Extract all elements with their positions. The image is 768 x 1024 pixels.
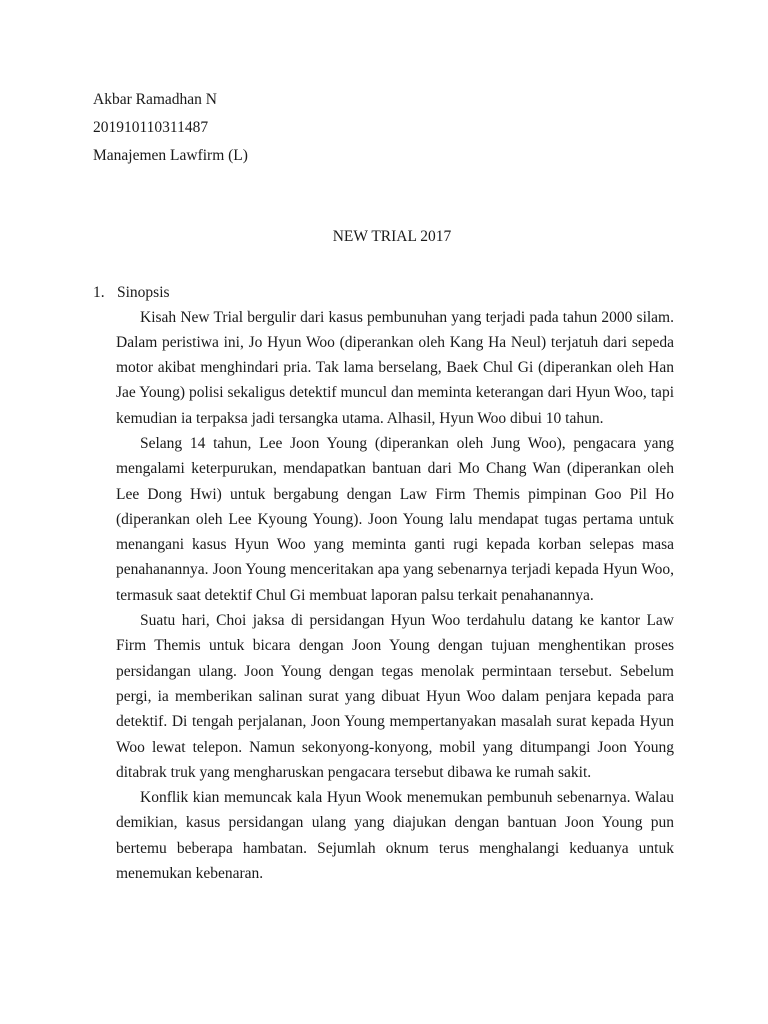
document-title: NEW TRIAL 2017 xyxy=(332,228,452,245)
paragraph: Selang 14 tahun, Lee Joon Young (diperankan oleh Jung Woo), pengacara yang mengalami keterpurukan, mendapatkan bantuan dari Mo Chang Wan (diperankan oleh Lee Dong Hwi) untuk bergabung dengan Law Firm Themis pimpinan Goo Pil Ho (diperankan oleh Lee Kyoung Young). Joon Young lalu mendapat tugas pertama untuk menangani kasus Hyun Woo yang meminta ganti rugi kepada korban selepas masa penahanannya. Joon Young menceritakan apa yang sebenarnya terjadi kepada Hyun Woo, termasuk saat detektif Chul Gi membuat laporan palsu terkait penahanannya. xyxy=(116,434,674,604)
section-heading xyxy=(93,280,170,305)
paragraph: Kisah New Trial bergulir dari kasus pembunuhan yang terjadi pada tahun 2000 silam. Dalam peristiwa ini, Jo Hyun Woo (diperankan oleh Kang Ha Neul) terjatuh dari sepeda motor akibat menghindari pria. Tak lama berselang, Baek Chul Gi (diperankan oleh Han Jae Young) polisi sekaligus detektif muncul dan meminta keterangan dari Hyun Woo, tapi kemudian ia terpaksa jadi tersangka utama. Alhasil, Hyun Woo dibui 10 tahun. xyxy=(116,308,674,427)
paragraph: Konflik kian memuncak kala Hyun Wook menemukan pembunuh sebenarnya. Walau demikian, kasus persidangan ulang yang diajukan dengan bantuan Joon Young pun bertemu beberapa hambatan. Sejumlah oknum terus menghalangi keduanya untuk menemukan kebenaran. xyxy=(116,789,674,883)
student-id: 201910110311487 xyxy=(93,119,209,136)
section-number: 1. xyxy=(93,284,105,301)
paragraph: Suatu hari, Choi jaksa di persidangan Hyun Woo terdahulu datang ke kantor Law Firm Themis untuk bicara dengan Joon Young dengan tujuan menghentikan proses persidangan ulang. Joon Young dengan tegas menolak permintaan tersebut. Sebelum pergi, ia memberikan salinan surat yang dibuat Hyun Woo dalam penjara kepada para detektif. Di tengah perjalanan, Joon Young mempertanyakan masalah surat kepada Hyun Woo lewat telepon. Namun sekonyong-konyong, mobil yang ditumpangi Joon Young ditabrak truk yang mengharuskan pengacara tersebut dibawa ke rumah sakit. xyxy=(116,612,674,781)
author-block xyxy=(93,86,248,170)
course-name: Manajemen Lawfirm (L) xyxy=(93,147,248,164)
section-title: Sinopsis xyxy=(117,284,170,301)
author-name: Akbar Ramadhan N xyxy=(93,91,217,108)
section-body xyxy=(116,305,674,887)
